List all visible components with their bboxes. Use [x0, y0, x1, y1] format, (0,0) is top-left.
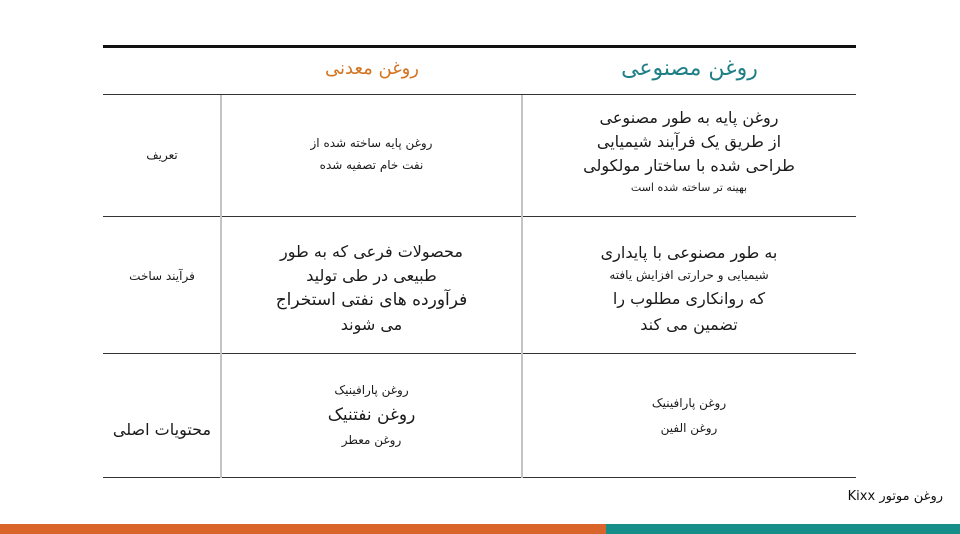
- cell-line: روغن الفین: [660, 421, 718, 435]
- mineral-definition-cell: [222, 132, 521, 176]
- synthetic-oil-heading: روغن مصنوعی: [621, 56, 758, 81]
- cell-line: روغن پارافینیک: [651, 396, 727, 410]
- cell-line: طبیعی در طی تولید: [306, 266, 437, 285]
- mineral-contents-cell: [222, 379, 521, 451]
- synthetic-contents-cell: [522, 391, 856, 441]
- row-label-definition: تعریف: [146, 148, 178, 162]
- row-divider: [103, 353, 856, 354]
- table-top-rule: [103, 45, 856, 48]
- cell-line: از طریق یک فرآیند شیمیایی: [596, 132, 782, 151]
- row-divider: [103, 94, 856, 95]
- cell-line: شیمیایی و حرارتی افزایش یافته: [609, 268, 769, 282]
- mineral-oil-heading: روغن معدنی: [324, 58, 419, 79]
- row-label-main-contents: محتویات اصلی: [112, 420, 212, 439]
- cell-line: که روانکاری مطلوب را: [612, 289, 766, 308]
- synthetic-process-cell: [522, 241, 856, 337]
- footer-bar-teal: [606, 524, 960, 534]
- footer-bar-orange: [0, 524, 606, 534]
- footer-note: روغن موتور Kixx: [847, 489, 943, 504]
- synthetic-definition-cell: [522, 106, 856, 198]
- mineral-process-cell: [222, 240, 521, 337]
- cell-line: فرآورده های نفتی استخراج: [275, 290, 468, 310]
- cell-line: بهینه تر ساخته شده است: [630, 181, 748, 194]
- cell-line: روغن پایه ساخته شده از: [310, 136, 433, 150]
- cell-line: طراحی شده با ساختار مولکولی: [583, 156, 795, 175]
- cell-line: روغن نفتنیک: [327, 405, 416, 425]
- cell-line: می شوند: [340, 315, 403, 334]
- cell-line: به طور مصنوعی با پایداری: [600, 243, 778, 262]
- cell-line: تضمین می کند: [640, 315, 738, 334]
- row-divider: [103, 477, 856, 478]
- row-label-manufacturing-process: فرآیند ساخت: [129, 269, 195, 283]
- cell-line: روغن معطر: [341, 433, 402, 447]
- cell-line: روغن پارافینیک: [334, 383, 409, 397]
- row-divider: [103, 216, 856, 217]
- cell-line: محصولات فرعی که به طور: [280, 242, 463, 261]
- cell-line: روغن پایه به طور مصنوعی: [599, 108, 779, 127]
- cell-line: نفت خام تصفیه شده: [319, 158, 424, 172]
